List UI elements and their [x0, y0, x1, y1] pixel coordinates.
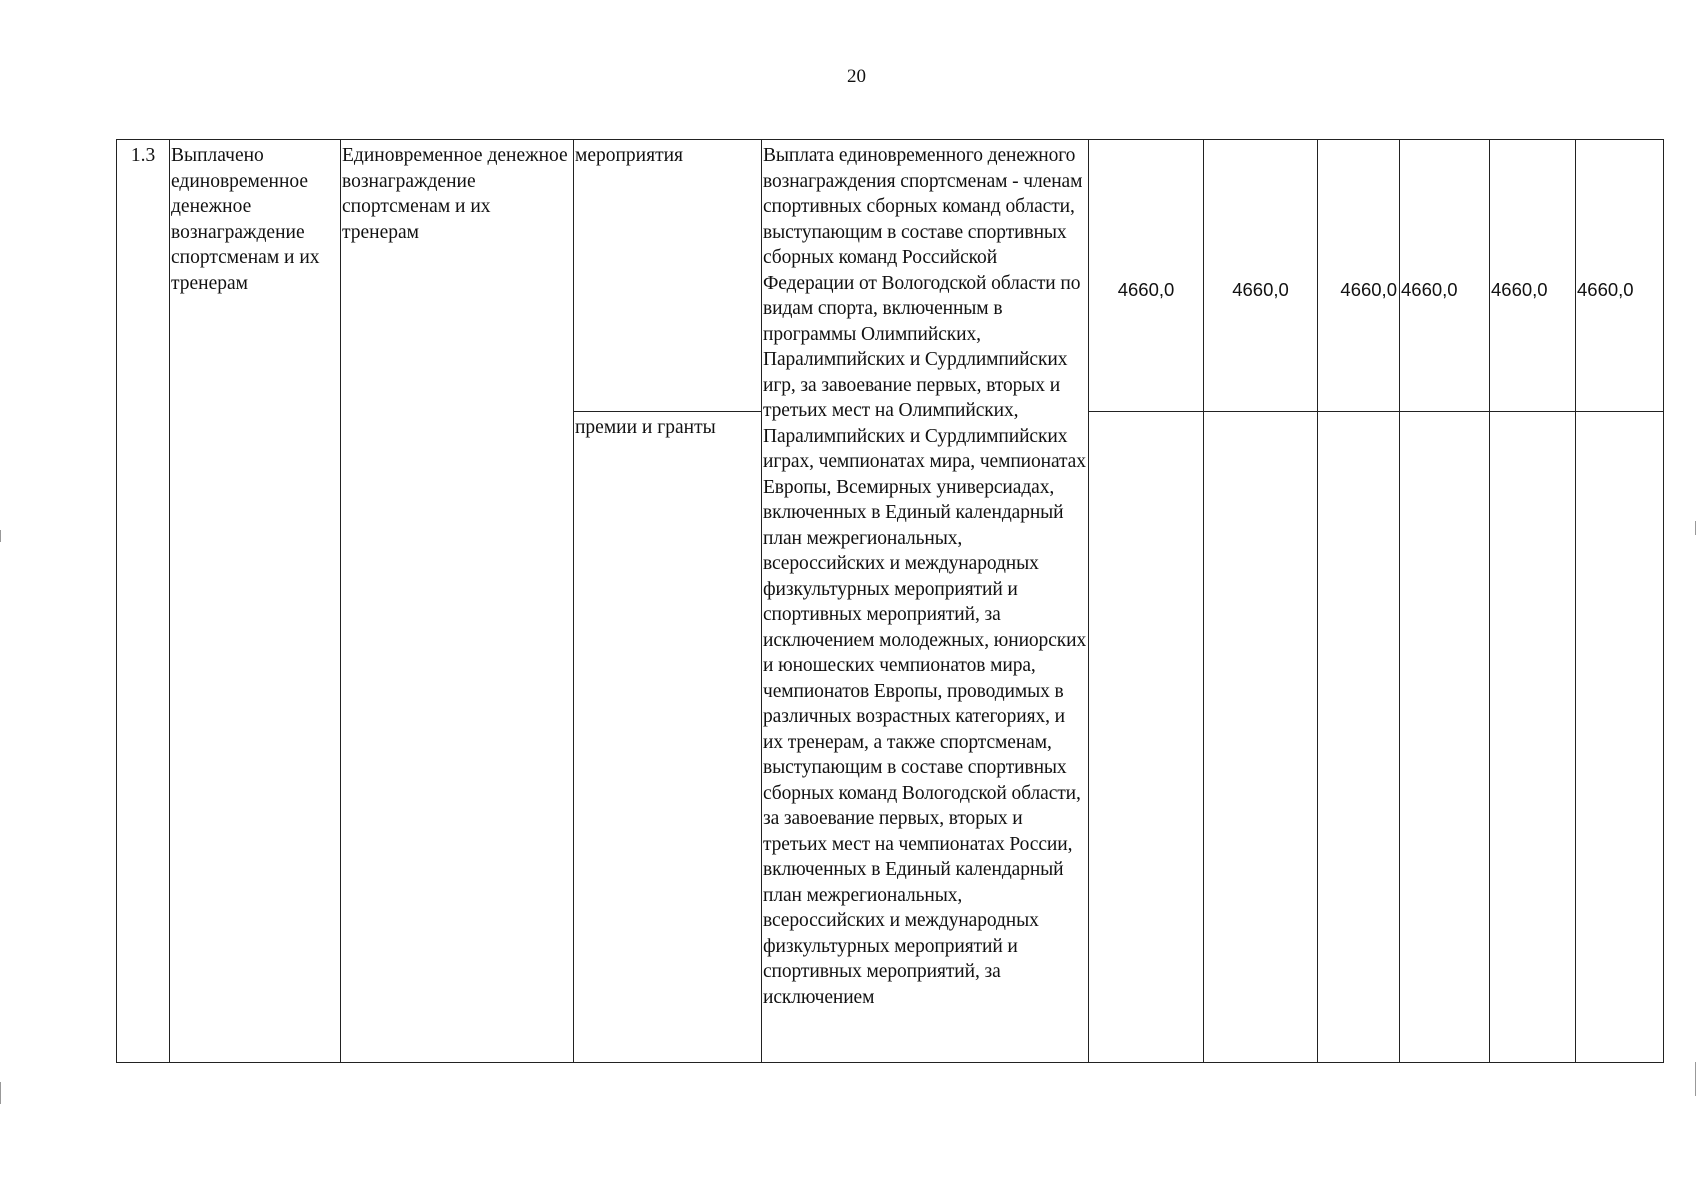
empty-value-cell	[1318, 412, 1400, 1063]
measure-cell	[341, 140, 574, 1063]
value-6: 4660,0	[1577, 279, 1634, 300]
empty-value-cell	[1089, 412, 1204, 1063]
expense-type-cell	[574, 140, 762, 412]
scan-edge-mark	[1695, 1062, 1696, 1096]
value-3: 4660,0	[1340, 279, 1397, 300]
value-cell	[1204, 140, 1318, 412]
value-cell	[1318, 140, 1400, 412]
value-cell	[1400, 140, 1490, 412]
page-number: 20	[847, 66, 866, 87]
indicator-text: Выплачено единовременное денежное вознаграждение спортсменам и их тренерам	[171, 145, 320, 294]
scan-edge-mark	[1695, 521, 1696, 535]
value-cell	[1490, 140, 1576, 412]
empty-value-cell	[1400, 412, 1490, 1063]
row-number: 1.3	[117, 140, 170, 1063]
value-4: 4660,0	[1401, 279, 1458, 300]
program-table	[116, 139, 1664, 1063]
empty-value-cell	[1576, 412, 1664, 1063]
value-2: 4660,0	[1232, 279, 1289, 300]
description-text: Выплата единовременного денежного вознаграждения спортсменам - членам спортивных сборных команд области, выступающим в составе спортивных сборных команд Российской Федерации от Вологодской области по видам спорта, включенным в программы Олимпийских, Паралимпийских и Сурдлимпийских игр, за завоевание первых, вторых и третьих мест на Олимпийских, Паралимпийских и Сурдлимпийских играх, чемпионатах мира, чемпионатах Европы, Всемирных универсиадах, включенных в Единый календарный план межрегиональных, всероссийских и международных физкультурных мероприятий и спортивных мероприятий, за исключением молодежных, юниорских и юношеских чемпионатов мира, чемпионатов Европы, проводимых в различных возрастных категориях, и их тренерам, а также спортсменам, выступающим в составе спортивных сборных команд Вологодской области, за завоевание первых, вторых и третьих мест на чемпионатах России, включенных в Единый календарный план межрегиональных, всероссийских и международных физкультурных мероприятий и спортивных мероприятий, за исключением	[763, 145, 1087, 1008]
empty-value-cell	[1490, 412, 1576, 1063]
scan-edge-mark	[0, 1082, 1, 1104]
description-cell	[762, 140, 1089, 1063]
expense-type-cell	[574, 412, 762, 1063]
value-cell	[1089, 140, 1204, 412]
expense-type-grants: премии и гранты	[575, 417, 716, 438]
indicator-cell	[170, 140, 341, 1063]
empty-value-cell	[1204, 412, 1318, 1063]
scan-edge-mark	[0, 530, 1, 542]
value-cell	[1576, 140, 1664, 412]
value-1: 4660,0	[1117, 279, 1175, 300]
measure-text: Единовременное денежное вознаграждение спортсменам и их тренерам	[342, 145, 568, 243]
value-5: 4660,0	[1491, 279, 1548, 300]
table-row	[117, 140, 1664, 412]
expense-type-events: мероприятия	[575, 145, 684, 166]
